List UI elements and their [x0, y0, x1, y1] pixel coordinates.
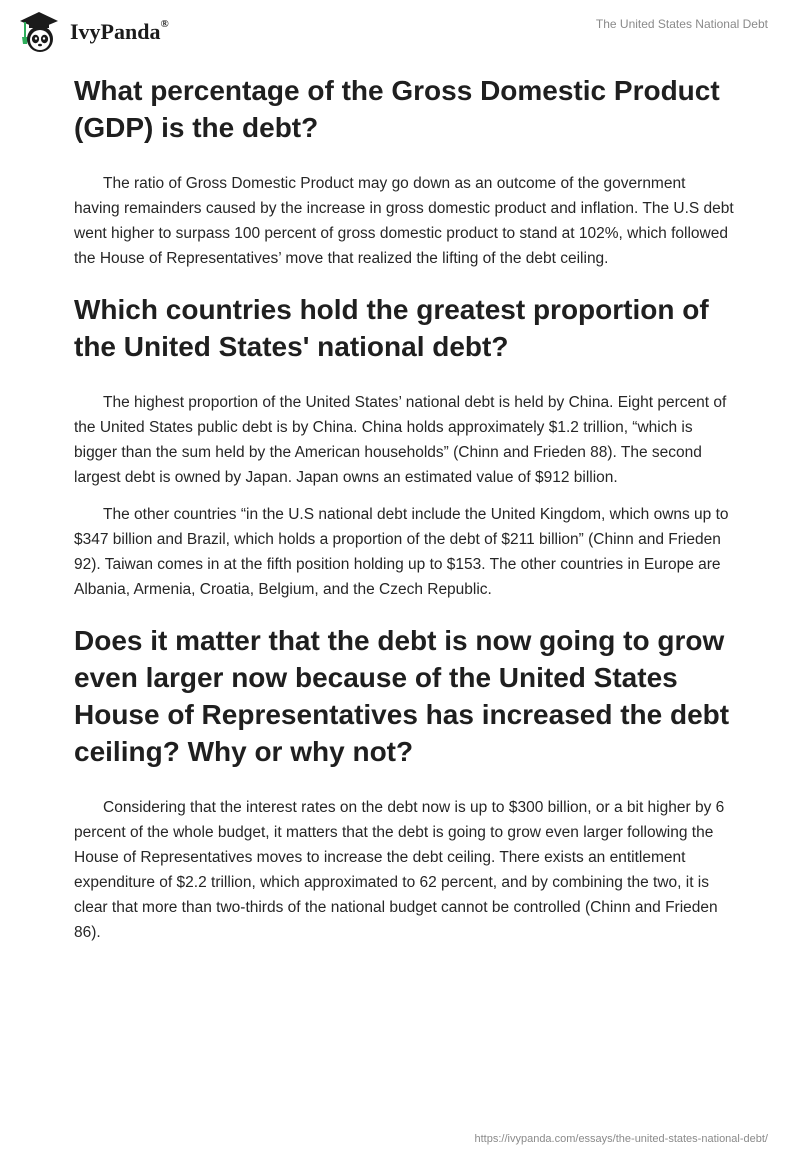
- section-heading: What percentage of the Gross Domestic Product (GDP) is the debt?: [74, 75, 720, 143]
- registered-mark: ®: [160, 17, 169, 30]
- article-body: [74, 72, 734, 945]
- paragraph: Considering that the interest rates on the debt now is up to $300 billion, or a bit higher by 6 percent of the whole budget, it matters that the debt is going to grow even larger following the House of Representatives moves to increase the debt ceiling. There exists an entitlement expenditure of $2.2 trillion, which approximated to 62 percent, and by combining the two, it is clear that more than two-thirds of the national budget cannot be controlled (Chinn and Frieden 86).: [74, 799, 725, 941]
- paragraph: The other countries “in the U.S national debt include the United Kingdom, which owns up to $347 billion and Brazil, which holds a proportion of the debt of $211 billion” (Chinn and Frieden 92). Taiwan comes in at the fifth position holding up to $153. The other countries in Europe are Albania, Armenia, Croatia, Belgium, and the Czech Republic.: [74, 506, 729, 598]
- panda-graduation-cap-icon: [16, 8, 62, 54]
- page-header: [0, 0, 800, 64]
- source-url[interactable]: https://ivypanda.com/essays/the-united-states-national-debt/: [474, 1133, 768, 1145]
- paragraph: The highest proportion of the United States’ national debt is held by China. Eight percent of the United States public debt is by China. China holds approximately $1.2 trillion, “which is bigger than the sum held by the American households” (Chinn and Frieden 88). The second largest debt is owned by Japan. Japan owns an estimated value of $912 billion.: [74, 394, 727, 486]
- paragraph: The ratio of Gross Domestic Product may go down as an outcome of the government having remainders caused by the increase in gross domestic product and inflation. The U.S debt went higher to surpass 100 percent of gross domestic product to stand at 102%, which followed the House of Representatives’ move that realized the lifting of the debt ceiling.: [74, 175, 734, 267]
- section-heading: Does it matter that the debt is now going to grow even larger now because of the United States House of Representatives has increased the debt ceiling? Why or why not?: [74, 625, 730, 767]
- document-title: The United States National Debt: [595, 17, 768, 31]
- section-heading: Which countries hold the greatest proportion of the United States' national debt?: [74, 294, 709, 362]
- brand-name: IvyPanda®: [70, 17, 169, 44]
- brand-logo[interactable]: [16, 8, 169, 54]
